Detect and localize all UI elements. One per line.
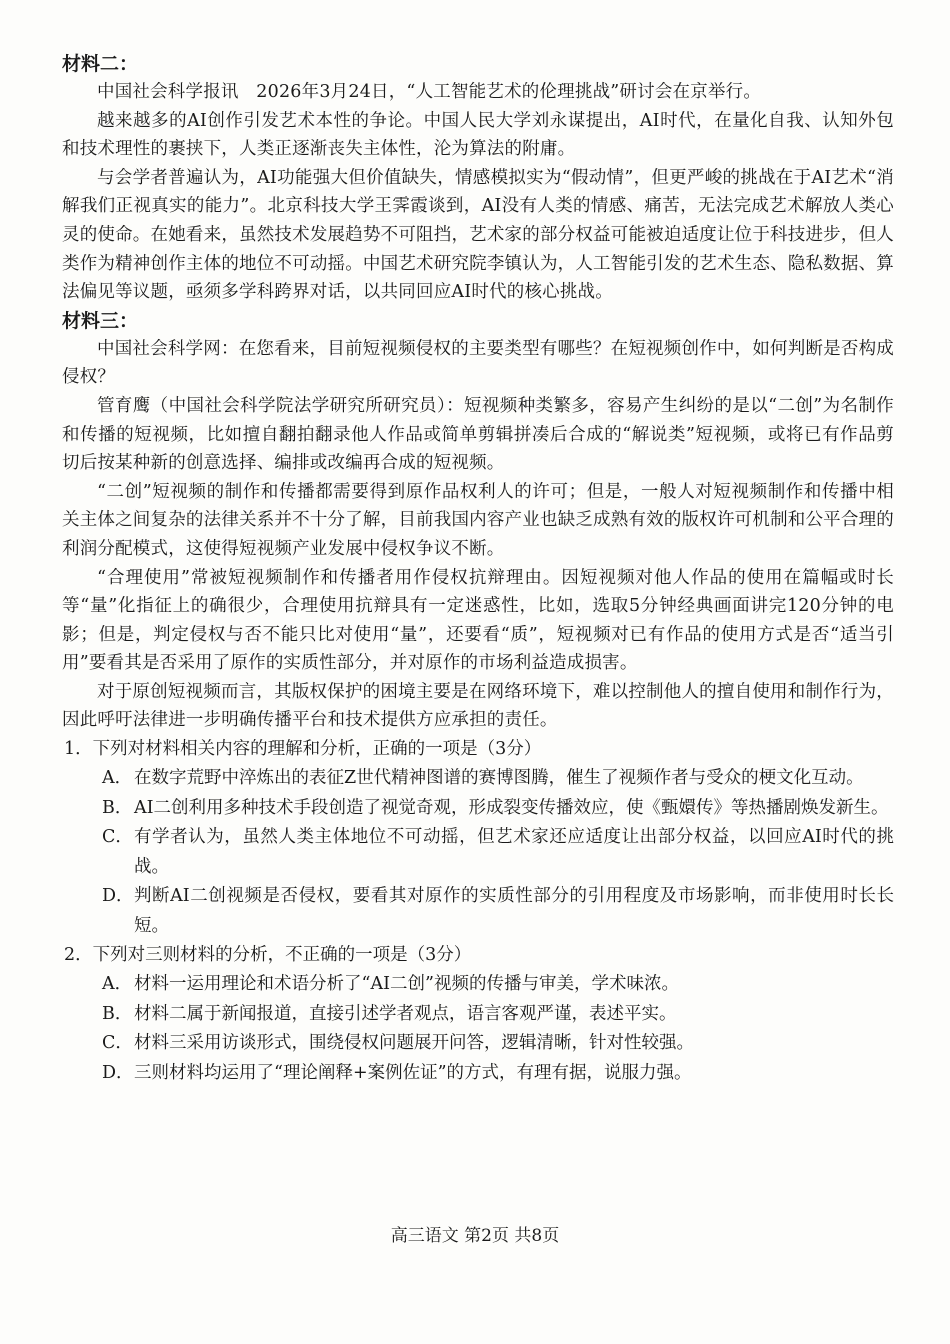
question-option — [62, 794, 894, 824]
option-letter: D． — [102, 886, 134, 907]
option-letter: B． — [102, 1003, 133, 1024]
question-option — [62, 1000, 894, 1030]
option-text: 材料三采用访谈形式，围绕侵权问题展开问答，逻辑清晰，针对性较强。 — [134, 1033, 694, 1054]
material2-heading: 材料二： — [62, 53, 139, 75]
exam-content — [62, 50, 894, 1088]
option-letter: A． — [102, 768, 133, 789]
question-option — [62, 882, 894, 941]
material3-paragraph: 中国社会科学网：在您看来，目前短视频侵权的主要类型有哪些？在短视频创作中，如何判断是否构成侵权？ — [62, 338, 894, 388]
question-option — [62, 1029, 894, 1059]
option-letter: C． — [102, 1033, 133, 1054]
material3-paragraph: “合理使用”常被短视频制作和传播者用作侵权抗辩理由。因短视频对他人作品的使用在篇幅或时长等“量”化指征上的确很少，合理使用抗辩具有一定迷惑性，比如，选取5分钟经典画面讲完120分钟的电影；但是，判定侵权与否不能只比对使用“量”，还要看“质”，短视频对已有作品的使用方式是否“适当引用”要看其是否采用了原作的实质性部分，并对原作的市场利益造成损害。 — [62, 567, 894, 674]
option-text: 有学者认为，虽然人类主体地位不可动摇，但艺术家还应适度让出部分权益，以回应AI时代的挑战。 — [134, 827, 894, 877]
option-text: 在数字荒野中淬炼出的表征Z世代精神图谱的赛博图腾，催生了视频作者与受众的梗文化互动。 — [134, 768, 864, 789]
material3-paragraph: 管育鹰（中国社会科学院法学研究所研究员）：短视频种类繁多，容易产生纠纷的是以“二创”为名制作和传播的短视频，比如擅自翻拍翻录他人作品或简单剪辑拼凑后合成的“解说类”短视频，或将已有作品剪切后按某种新的创意选择、编排或改编再合成的短视频。 — [62, 395, 894, 474]
question-option — [62, 970, 894, 1000]
option-text: 三则材料均运用了“理论阐释+案例佐证”的方式，有理有据，说服力强。 — [134, 1062, 692, 1083]
material2-paragraph: 中国社会科学报讯 2026年3月24日，“人工智能艺术的伦理挑战”研讨会在京举行。 — [97, 82, 762, 102]
material2-paragraph: 越来越多的AI创作引发艺术本性的争论。中国人民大学刘永谋提出，AI时代，在量化自我、认知外包和技术理性的裹挟下，人类正逐渐丧失主体性，沦为算法的附庸。 — [62, 110, 894, 160]
material2-paragraph: 与会学者普遍认为，AI功能强大但价值缺失，情感模拟实为“假动情”，但更严峻的挑战在于AI艺术“消解我们正视真实的能力”。北京科技大学王霁霞谈到，AI没有人类的情感、痛苦，无法完成艺术解放人类心灵的使命。在她看来，虽然技术发展趋势不可阻挡，艺术家的部分权益可能被迫适度让位于科技进步，但人类作为精神创作主体的地位不可动摇。中国艺术研究院李镇认为，人工智能引发的艺术生态、隐私数据、算法偏见等议题，亟须多学科跨界对话，以共同回应AI时代的核心挑战。 — [62, 167, 894, 303]
question-option — [62, 764, 894, 794]
option-letter: D． — [102, 1062, 134, 1083]
option-letter: B． — [102, 797, 133, 818]
option-text: 材料一运用理论和术语分析了“AI二创”视频的传播与审美，学术味浓。 — [134, 974, 679, 995]
question-stem: 1．下列对材料相关内容的理解和分析，正确的一项是（3分） — [64, 739, 542, 760]
option-letter: A． — [102, 974, 133, 995]
material3-paragraph: “二创”短视频的制作和传播都需要得到原作品权利人的许可；但是，一般人对短视频制作和传播中相关主体之间复杂的法律关系并不十分了解，目前我国内容产业也缺乏成熟有效的版权许可机制和公平合理的利润分配模式，这使得短视频产业发展中侵权争议不断。 — [62, 481, 894, 559]
material3-heading: 材料三： — [62, 309, 139, 332]
question-option — [62, 1059, 894, 1089]
option-letter: C． — [102, 827, 133, 848]
page-footer: 高三语文 第2页 共8页 — [390, 1226, 560, 1246]
question-stem: 2．下列对三则材料的分析，不正确的一项是（3分） — [64, 945, 472, 966]
option-text: AI二创利用多种技术手段创造了视觉奇观，形成裂变传播效应，使《甄嬛传》等热播剧焕发新生。 — [134, 797, 889, 818]
option-text: 材料二属于新闻报道，直接引述学者观点，语言客观严谨，表述平实。 — [134, 1003, 677, 1024]
question-option — [62, 823, 894, 882]
material3-paragraph: 对于原创短视频而言，其版权保护的困境主要是在网络环境下，难以控制他人的擅自使用和制作行为，因此呼吁法律进一步明确传播平台和技术提供方应承担的责任。 — [62, 681, 894, 731]
option-text: 判断AI二创视频是否侵权，要看其对原作的实质性部分的引用程度及市场影响，而非使用时长长短。 — [134, 886, 894, 936]
